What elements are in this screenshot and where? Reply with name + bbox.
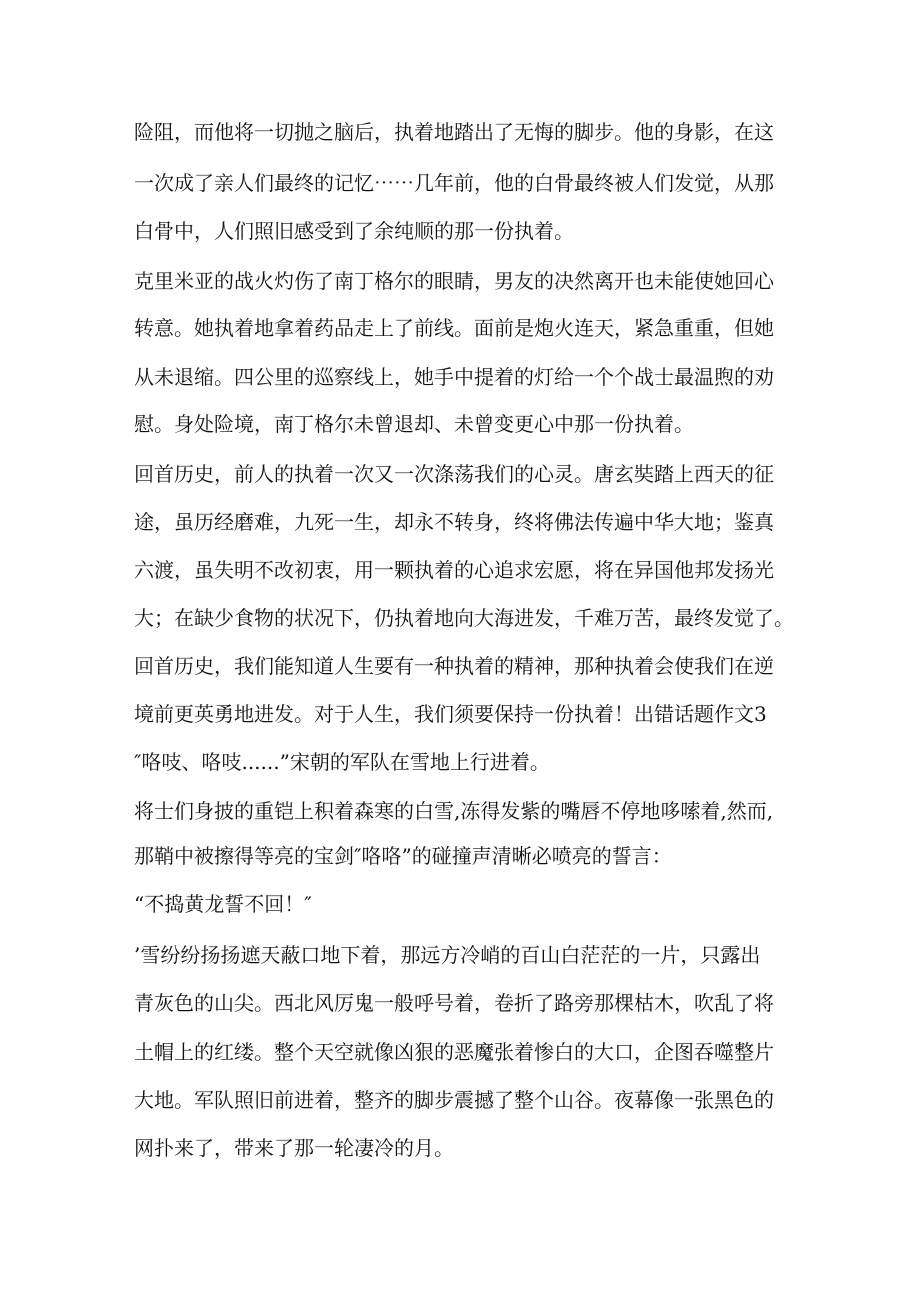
text-line: 那鞘中被擦得等亮的宝剑″咯咯”的碰撞声清晰必喷亮的誓言： — [134, 844, 672, 868]
text-line: 回首历史，前人的执着一次又一次涤荡我们的心灵。唐玄奘踏上西天的征 — [134, 462, 774, 486]
text-line: 从未退缩。四公里的巡察线上，她手中提着的灯给一个个战士最温煦的劝 — [134, 365, 774, 389]
text-line: 转意。她执着地拿着药品走上了前线。面前是炮火连天，紧急重重，但她 — [134, 316, 774, 340]
text-line: 大；在缺少食物的状况下，仍执着地向大海进发，千难万苦，最终发觉了。 — [134, 606, 794, 630]
text-line: 青灰色的山尖。西北风厉鬼一般呼号着，卷折了路旁那棵枯木，吹乱了将 — [134, 991, 774, 1015]
text-line: 险阻，而他将一切抛之脑后，执着地踏出了无悔的脚步。他的身影，在这 — [134, 120, 774, 144]
text-line: 土帽上的红缕。整个天空就像凶狠的恶魔张着惨白的大口，企图吞噬整片 — [134, 1040, 774, 1064]
text-line: 白骨中，人们照旧感受到了余纯顺的那一份执着。 — [134, 219, 574, 243]
text-line: 慰。身处险境，南丁格尔未曾退却、未曾变更心中那一份执着。 — [134, 412, 694, 436]
text-line: ″咯吱、咯吱......”宋朝的军队在雪地上行进着。 — [134, 750, 550, 774]
text-line: 境前更英勇地进发。对于人生，我们须要保持一份执着！出错话题作文3 — [134, 702, 767, 726]
text-line: “不捣黄龙誓不回！″ — [134, 892, 312, 916]
text-line: ’雪纷纷扬扬遮天蔽口地下着，那远方冷峭的百山白茫茫的一片，只露出 — [134, 943, 761, 967]
text-line: 网扑来了，带来了那一轮凄冷的月。 — [134, 1136, 454, 1160]
text-line: 大地。军队照旧前进着，整齐的脚步震撼了整个山谷。夜幕像一张黑色的 — [134, 1088, 774, 1112]
text-line: 一次成了亲人们最终的记忆⋯⋯几年前，他的白骨最终被人们发觉，从那 — [134, 171, 774, 195]
text-line: 途，虽历经磨难，九死一生，却永不转身，终将佛法传遍中华大地；鉴真 — [134, 510, 774, 534]
text-line: 克里米亚的战火灼伤了南丁格尔的眼睛，男友的决然离开也未能使她回心 — [134, 269, 774, 293]
text-line: 六渡，虽失明不改初衷，用一颗执着的心追求宏愿，将在异国他邦发扬光 — [134, 558, 774, 582]
text-line: 回首历史，我们能知道人生要有一种执着的精神，那种执着会使我们在逆 — [134, 654, 774, 678]
text-line: 将士们身披的重铠上积着森寒的白雪,冻得发紫的嘴唇不停地哆嗦着,然而, — [134, 799, 774, 823]
